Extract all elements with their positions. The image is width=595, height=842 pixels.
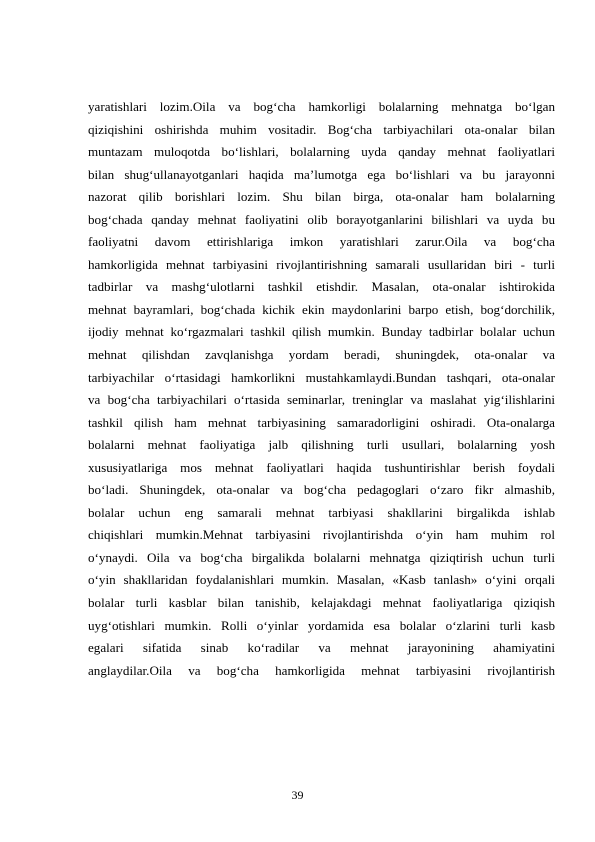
text-line: hamkorligida mehnat tarbiyasini rivojlantirishning samarali usullaridan biri - turli [88, 256, 555, 272]
text-line: bolalar uchun eng samarali mehnat tarbiyasi shakllarini birgalikda ishlab [88, 504, 555, 520]
text-line: uyg‘otishlari mumkin. Rolli o‘yinlar yordamida esa bolalar o‘zlarini turli kasb [88, 617, 555, 633]
text-line: o‘ynaydi. Oila va bog‘cha birgalikda bolalarni mehnatga qiziqtirish uchun turli [88, 549, 555, 565]
text-line: bolalarni mehnat faoliyatiga jalb qilishning turli usullari, bolalarning yosh [88, 437, 555, 453]
text-line: bilan shug‘ullanayotganlari haqida ma’lumotga ega bo‘lishlari va bu jarayonni [88, 166, 555, 182]
page-number: 39 [291, 788, 304, 802]
text-line: va bog‘cha tarbiyachilari o‘rtasida seminarlar, treninglar va maslahat yig‘ilishlarini [88, 392, 555, 408]
text-line: tarbiyachilar o‘rtasidagi hamkorlikni mustahkamlaydi.Bundan tashqari, ota-onalar [88, 369, 555, 385]
text-line: faoliyatni davom ettirishlariga imkon yaratishlari zarur.Oila va bog‘cha [88, 234, 555, 250]
text-line: mehnat qilishdan zavqlanishga yordam beradi, shuningdek, ota-onalar va [88, 347, 555, 363]
text-line: nazorat qilib borishlari lozim. Shu bilan birga, ota-onalar ham bolalarning [88, 189, 555, 205]
text-line: o‘yin shakllaridan foydalanishlari mumkin. Masalan, «Kasb tanlash» o‘yini orqali [88, 572, 555, 588]
text-line: anglaydilar.Oila va bog‘cha hamkorligida mehnat tarbiyasini rivojlantirish [88, 662, 555, 678]
text-line: muntazam muloqotda bo‘lishlari, bolalarning uyda qanday mehnat faoliyatlari [88, 144, 555, 160]
text-line: qiziqishini oshirishda muhim vositadir. Bog‘cha tarbiyachilari ota-onalar bilan [88, 121, 555, 137]
text-line: bog‘chada qanday mehnat faoliyatini olib borayotganlarini bilishlari va uyda bu [88, 211, 555, 227]
text-line: xususiyatlariga mos mehnat faoliyatlari haqida tushuntirishlar berish foydali [88, 459, 555, 475]
text-line: egalari sifatida sinab ko‘radilar va mehnat jarayonining ahamiyatini [88, 640, 555, 656]
text-line: bo‘ladi. Shuningdek, ota-onalar va bog‘cha pedagoglari o‘zaro fikr almashib, [88, 482, 555, 498]
text-line: tadbirlar va mashg‘ulotlarni tashkil etishdir. Masalan, ota-onalar ishtirokida [88, 279, 555, 295]
text-line: yaratishlari lozim.Oila va bog‘cha hamkorligi bolalarning mehnatga bo‘lgan [88, 99, 555, 114]
text-line: mehnat bayramlari, bog‘chada kichik ekin maydonlarini barpo etish, bog‘dorchilik, [88, 301, 555, 317]
body-paragraph [88, 96, 555, 682]
text-line: ijodiy mehnat ko‘rgazmalari tashkil qilish mumkin. Bunday tadbirlar bolalar uchun [88, 324, 555, 340]
text-line: bolalar turli kasblar bilan tanishib, kelajakdagi mehnat faoliyatlariga qiziqish [88, 595, 555, 611]
text-line: chiqishlari mumkin.Mehnat tarbiyasini rivojlantirishda o‘yin ham muhim rol [88, 527, 555, 543]
text-line: tashkil qilish ham mehnat tarbiyasining samaradorligini oshiradi. Ota-onalarga [88, 414, 555, 430]
